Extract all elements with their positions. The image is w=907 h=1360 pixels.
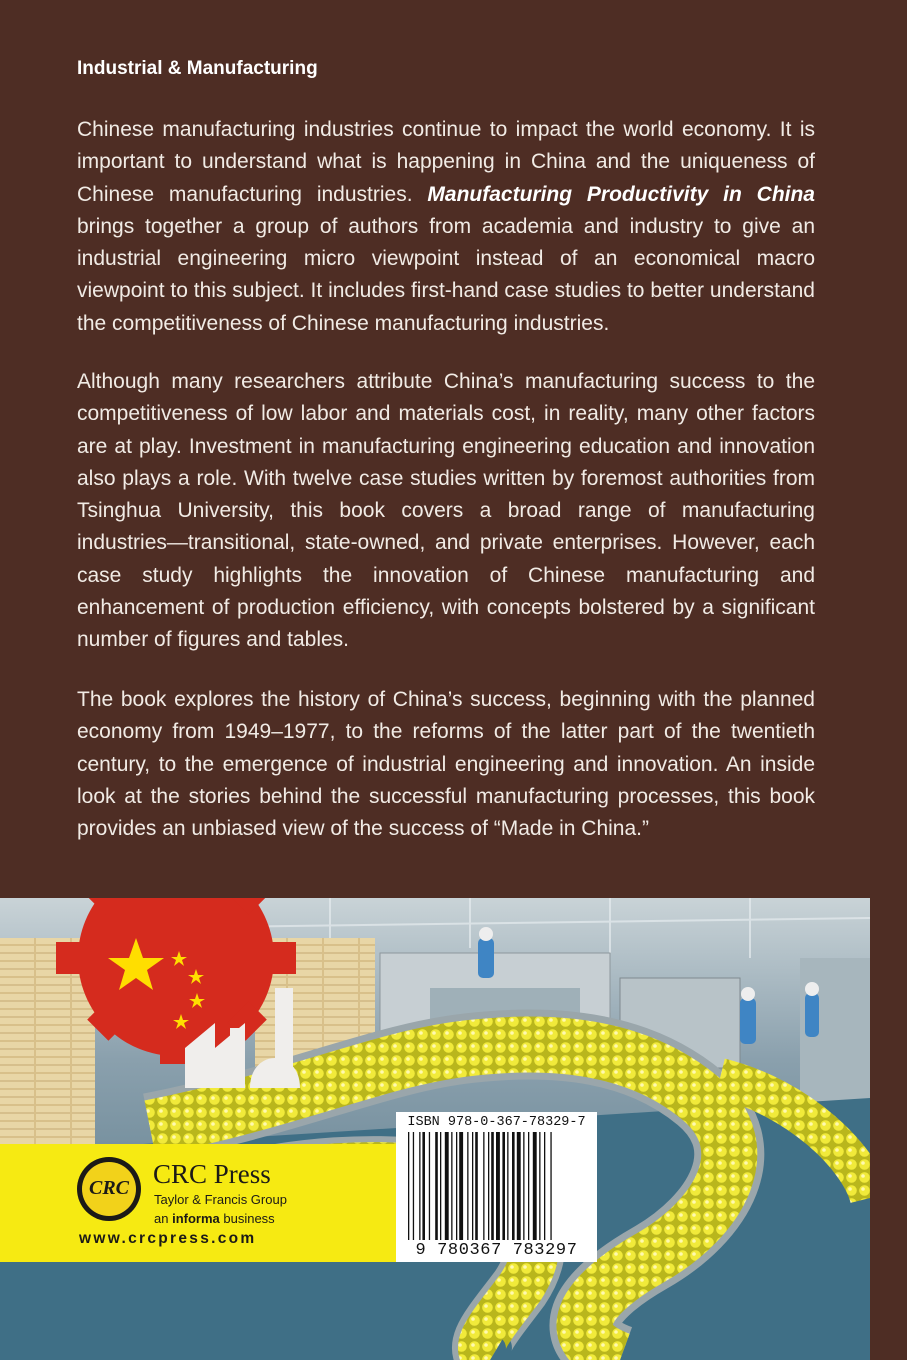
publisher-url: www.crcpress.com (79, 1230, 257, 1247)
description-paragraph-3: The book explores the history of China’s success, beginning with the planned economy from 1949–1977, to the reforms of the latter part of the twentieth century, to the emergence of industrial engineering and innovation. An inside look at the stories behind the successful manufacturing processes, this book provides an unbiased view of the success of “Made in China.” (77, 688, 815, 841)
category-label: Industrial & Manufacturing (77, 58, 318, 79)
description-paragraph-2: Although many researchers attribute China’s manufacturing success to the competitiveness of low labor and materials cost, in reality, many other factors are at play. Investment in manufacturing engineering education and innovation also plays a role. With twelve case studies written by foremost authorities from Tsinghua University, this book covers a broad range of manufacturing industries—transitional, state-owned, and private enterprises. However, each case study highlights the innovation of Chinese manufacturing and enhancement of production efficiency, with concepts bolstered by a significant number of figures and tables. (77, 370, 815, 652)
isbn-digits: 9 780367 783297 (415, 1241, 578, 1260)
informa-word: informa (172, 1211, 220, 1226)
paragraph-1-intro: Chinese manufacturing industries continue to impact the world economy. It is important to understand what is happening in China and the uniqueness of Chinese manufacturing industries. (77, 118, 815, 206)
paragraph-1-rest: brings together a group of authors from academia and industry to give an industrial engineering micro viewpoint instead of an economical macro viewpoint to this subject. It includes first-hand case studies to better understand the competitiveness of Chinese manufacturing industries. (77, 214, 815, 335)
barcode-bars (408, 1132, 585, 1240)
crc-logo-text: CRC (88, 1177, 130, 1199)
book-title: Manufacturing Productivity in China (427, 182, 815, 206)
publisher-name: CRC Press (153, 1159, 271, 1189)
description-paragraph-1 (77, 114, 815, 340)
crc-logo (77, 1157, 141, 1221)
publisher-group: Taylor & Francis Group (154, 1192, 287, 1207)
publisher-informa-line (154, 1211, 275, 1226)
isbn-label: ISBN 978-0-367-78329-7 (407, 1115, 586, 1130)
informa-prefix: an (154, 1211, 173, 1226)
informa-suffix: business (219, 1211, 275, 1226)
isbn-barcode (396, 1112, 597, 1262)
